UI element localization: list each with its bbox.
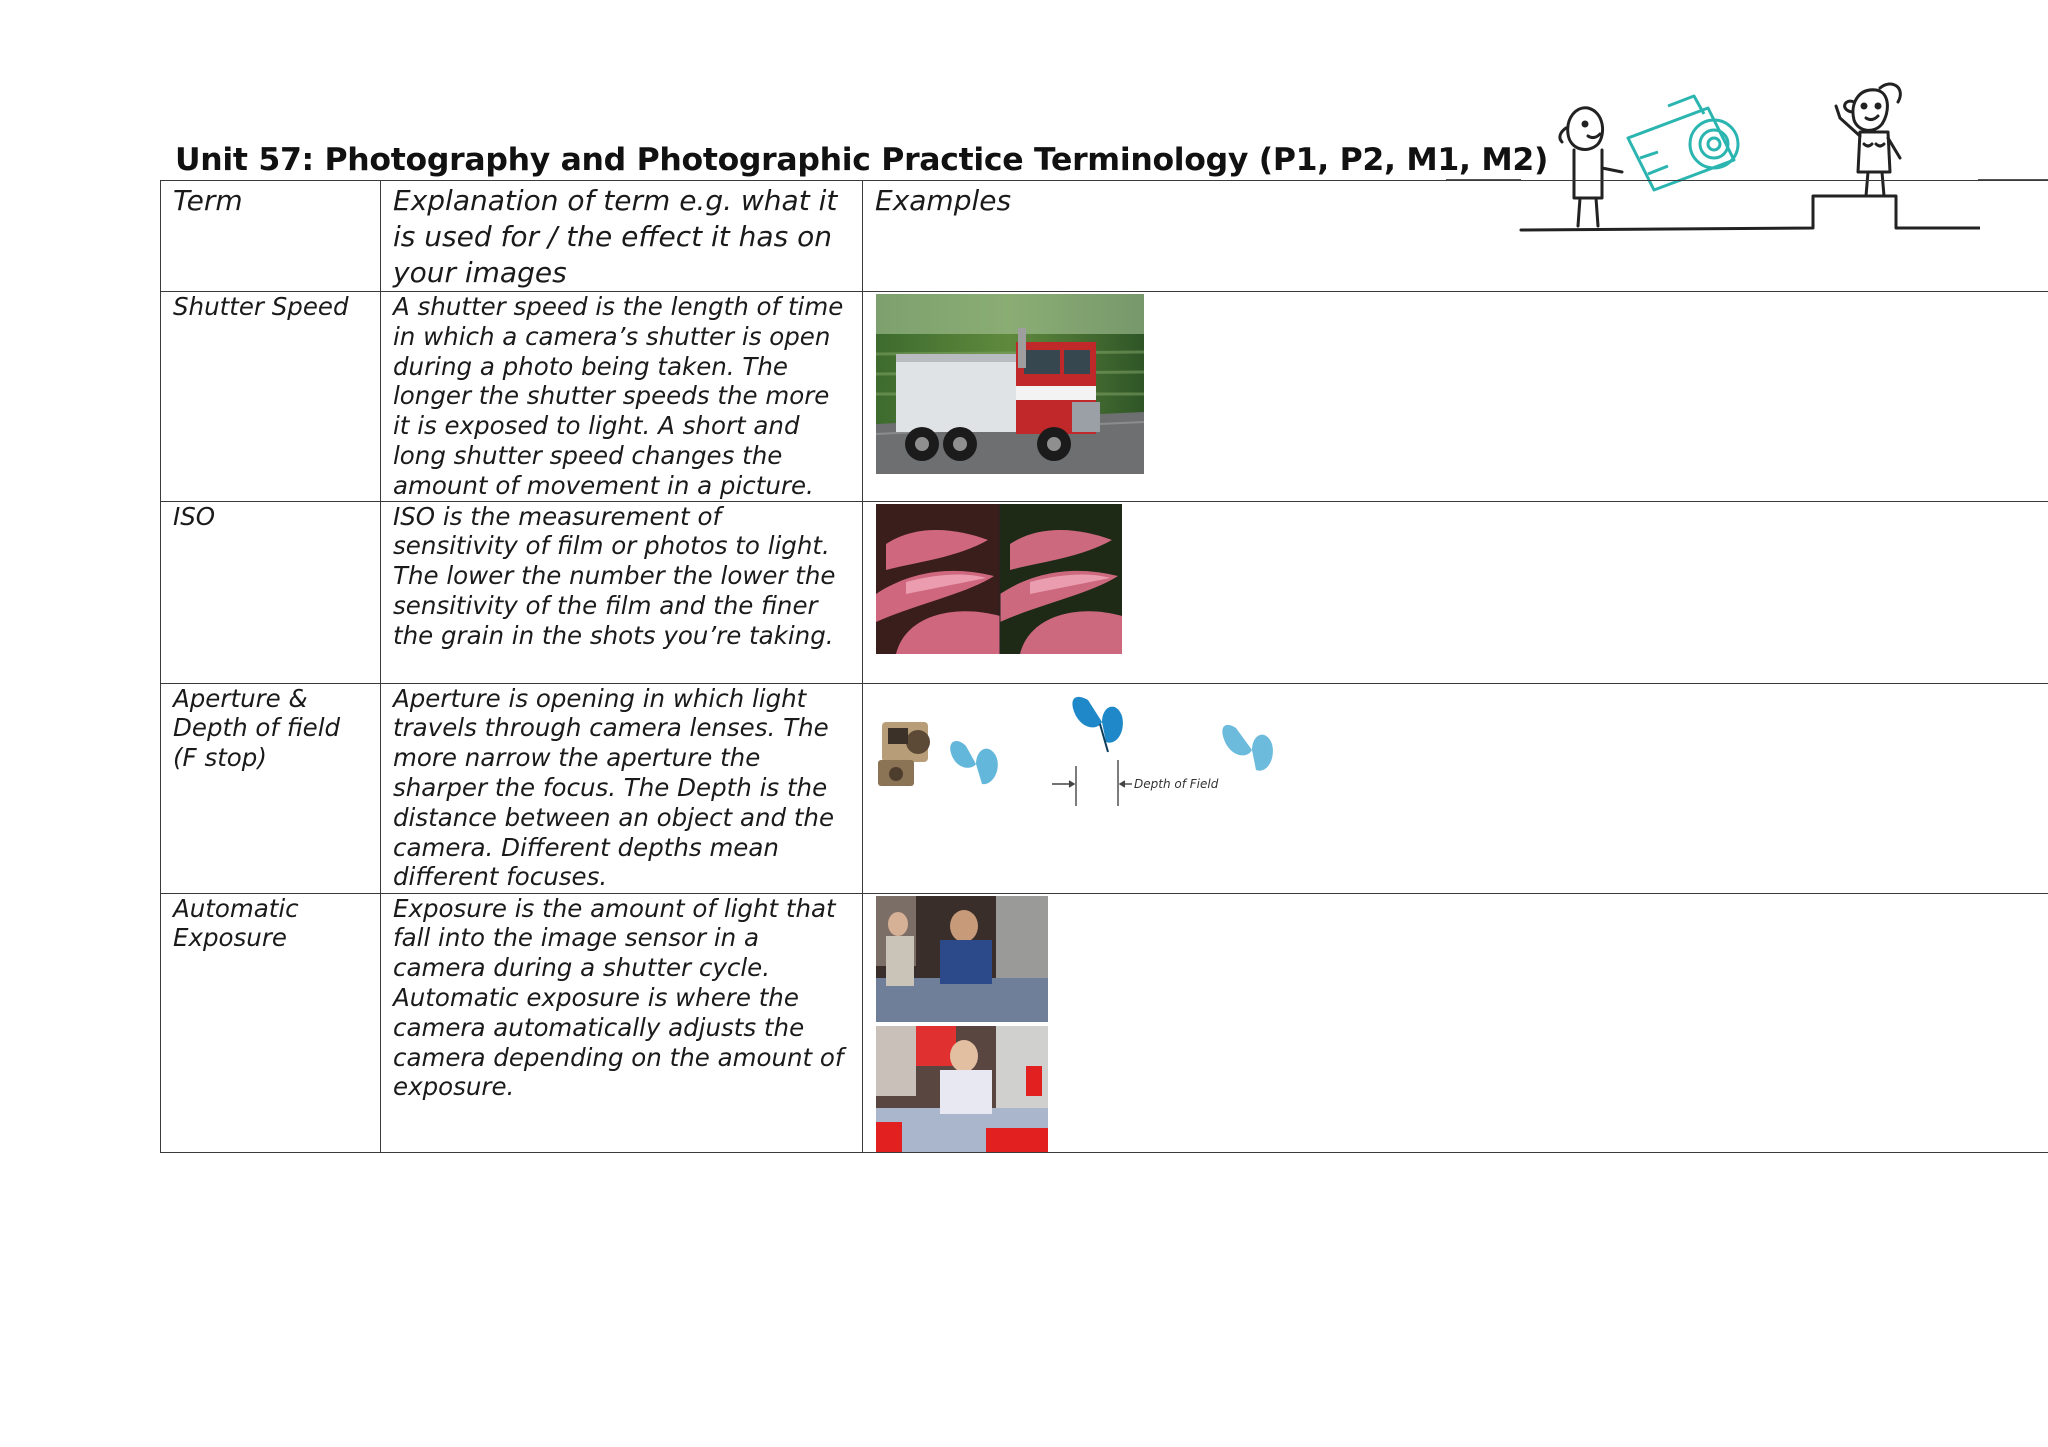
document-title: Unit 57: Photography and Photographic Practice Terminology (P1, P2, M1, M2)	[175, 142, 1549, 178]
header-term: Term	[161, 181, 381, 292]
term-cell: Aperture & Depth of field (F stop)	[161, 683, 381, 893]
row-iso	[161, 501, 2048, 683]
explanation-cell: Aperture is opening in which light travels through camera lenses. The more narrow the aperture the sharper the focus. The Depth is the distance between an object and the camera. Different depths mean different focuses.	[381, 683, 863, 893]
header-examples: Examples	[863, 181, 2048, 292]
depth-of-field-label: Depth of Field	[1134, 776, 1219, 791]
iso-flower-comparison	[876, 504, 1122, 654]
depth-of-field-diagram	[876, 686, 1316, 816]
row-automatic-exposure	[161, 893, 2048, 1152]
examples-cell	[863, 683, 2048, 893]
examples-cell	[863, 893, 2048, 1152]
header-explanation: Explanation of term e.g. what it is used for / the effect it has on your images	[381, 181, 863, 292]
term-cell: ISO	[161, 501, 381, 683]
explanation-cell: ISO is the measurement of sensitivity of film or photos to light. The lower the number the lower the sensitivity of the film and the finer the grain in the shots you’re taking.	[381, 501, 863, 683]
term-cell: Automatic Exposure	[161, 893, 381, 1152]
camera-icon	[878, 722, 930, 786]
row-shutter-speed	[161, 292, 2048, 502]
explanation-cell: A shutter speed is the length of time in which a camera’s shutter is open during a photo being taken. The longer the shutter speeds the more it is exposed to light. A short and long shutter speed changes the amount of movement in a picture.	[381, 292, 863, 502]
row-aperture	[161, 683, 2048, 893]
terminology-table	[160, 180, 2048, 1153]
truck-motion-photo	[876, 294, 1144, 474]
header-row	[161, 181, 2048, 292]
term-cell: Shutter Speed	[161, 292, 381, 502]
examples-cell	[863, 501, 2048, 683]
butterfly-icon	[1072, 696, 1122, 751]
examples-cell	[863, 292, 2048, 502]
explanation-cell: Exposure is the amount of light that fall into the image sensor in a camera during a shutter cycle. Automatic exposure is where the camera automatically adjusts the camera depending on the amount of exposure.	[381, 893, 863, 1152]
butterfly-icon	[950, 741, 998, 784]
butterfly-icon	[1222, 724, 1273, 770]
exposure-comparison-photos	[876, 896, 1048, 1152]
